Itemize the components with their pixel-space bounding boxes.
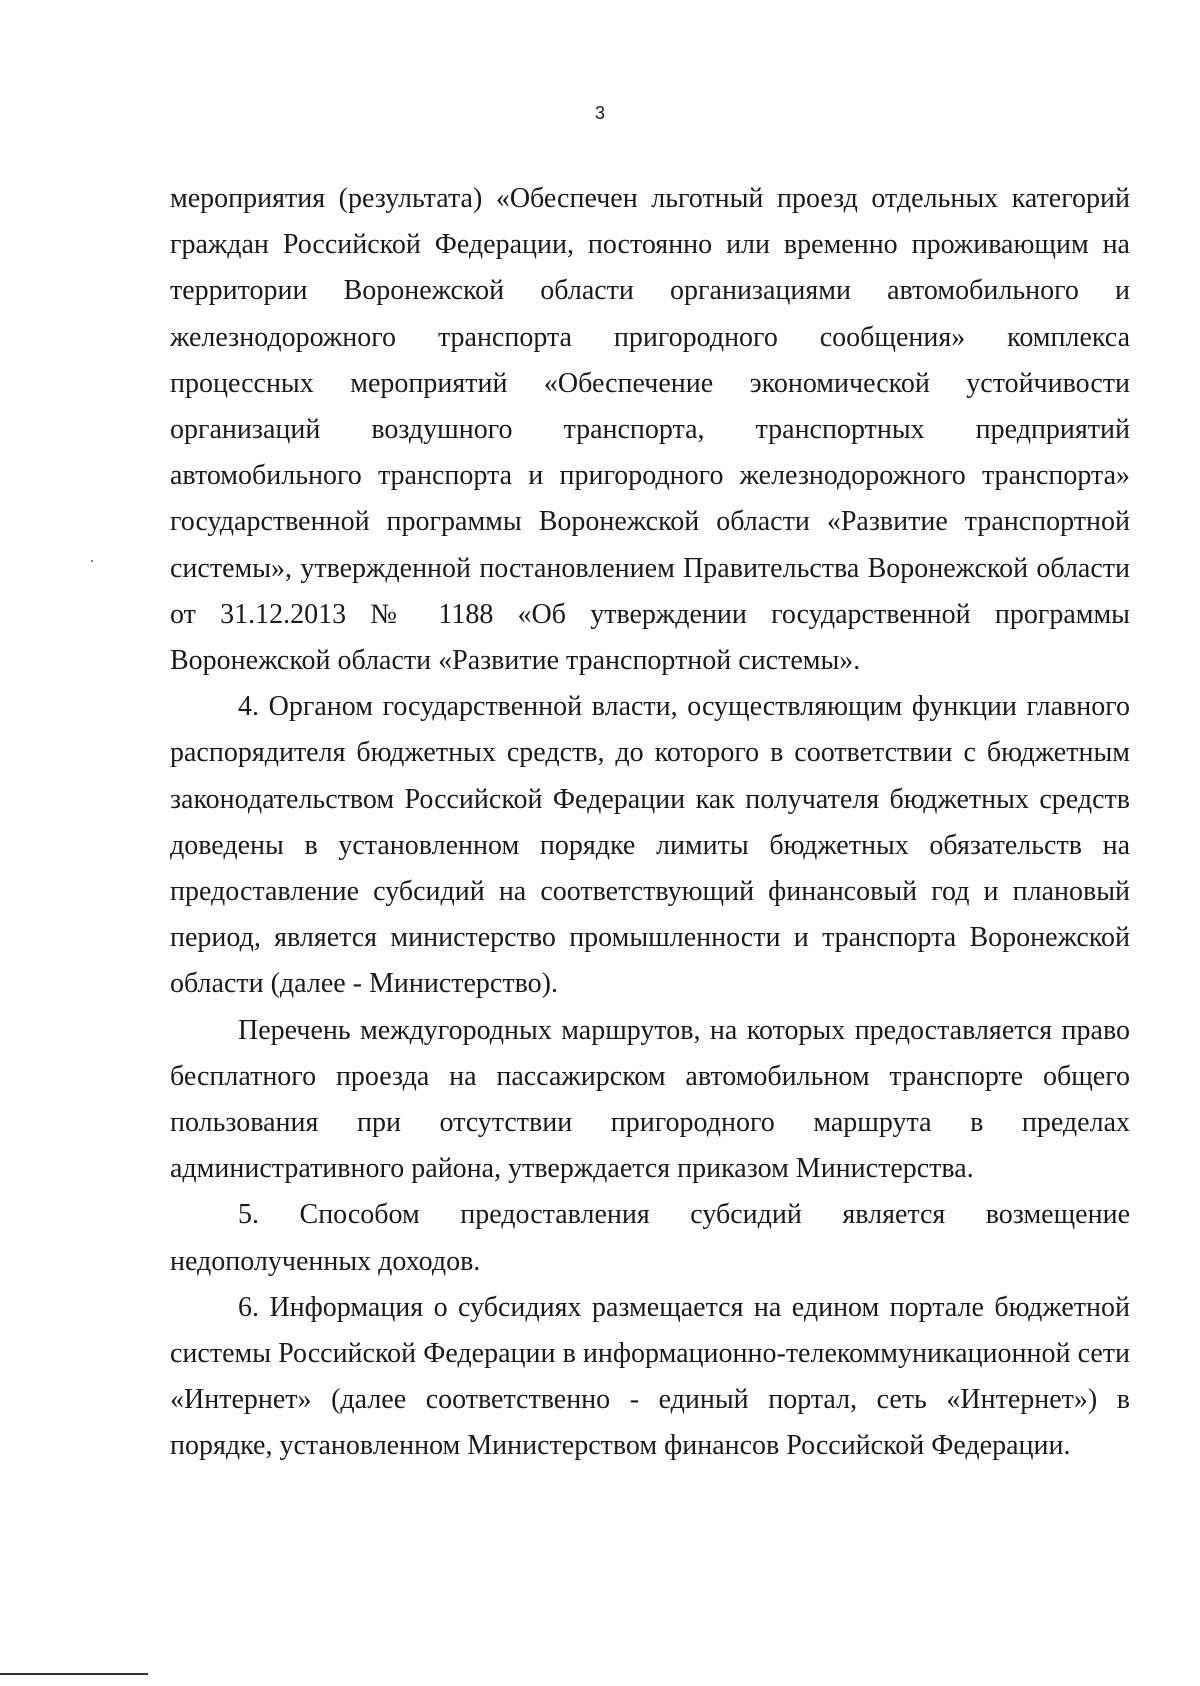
scan-artifact-line: [0, 1673, 148, 1675]
paragraph-item-4: 4. Органом государственной власти, осуществляющим функции главного распорядителя бюджетных средств, до которого в соответствии с бюджетным законодательством Российской Федерации как получателя бюджетных средств доведены в установленном порядке лимиты бюджетных обязательств на предоставление субсидий на соответствующий финансовый год и плановый период, является министерство промышленности и транспорта Воронежской области (далее - Министерство).: [170, 691, 1130, 1000]
document-body: [170, 176, 1130, 1470]
paragraph-continuation: мероприятия (результата) «Обеспечен льготный проезд отдельных категорий граждан Российской Федерации, постоянно или временно проживающим на территории Воронежской области организациями автомобильного и железнодорожного транспорта пригородного сообщения» комплекса процессных мероприятий «Обеспечение экономической устойчивости организаций воздушного транспорта, транспортных предприятий автомобильного транспорта и пригородного железнодорожного транспорта» государственной программы Воронежской области «Развитие транспортной системы», утвержденной постановлением Правительства Воронежской области от 31.12.2013 № 1188 «Об утверждении государственной программы Воронежской области «Развитие транспортной системы».: [170, 183, 1130, 677]
paragraph-item-5: 5. Способом предоставления субсидий является возмещение недополученных доходов.: [170, 1199, 1130, 1277]
page-number: 3: [594, 103, 605, 123]
paragraph-item-6: 6. Информация о субсидиях размещается на едином портале бюджетной системы Российской Федерации в информационно-телекоммуникационной сети «Интернет» (далее соответственно - единый портал, сеть «Интернет») в порядке, установленном Министерством финансов Российской Федерации.: [170, 1291, 1130, 1462]
paragraph-routes-list: Перечень междугородных маршрутов, на которых предоставляется право бесплатного проезда на пассажирском автомобильном транспорте общего пользования при отсутствии пригородного маршрута в пределах административного района, утверждается приказом Министерства.: [170, 1014, 1130, 1185]
scan-artifact-dot: [91, 560, 93, 562]
